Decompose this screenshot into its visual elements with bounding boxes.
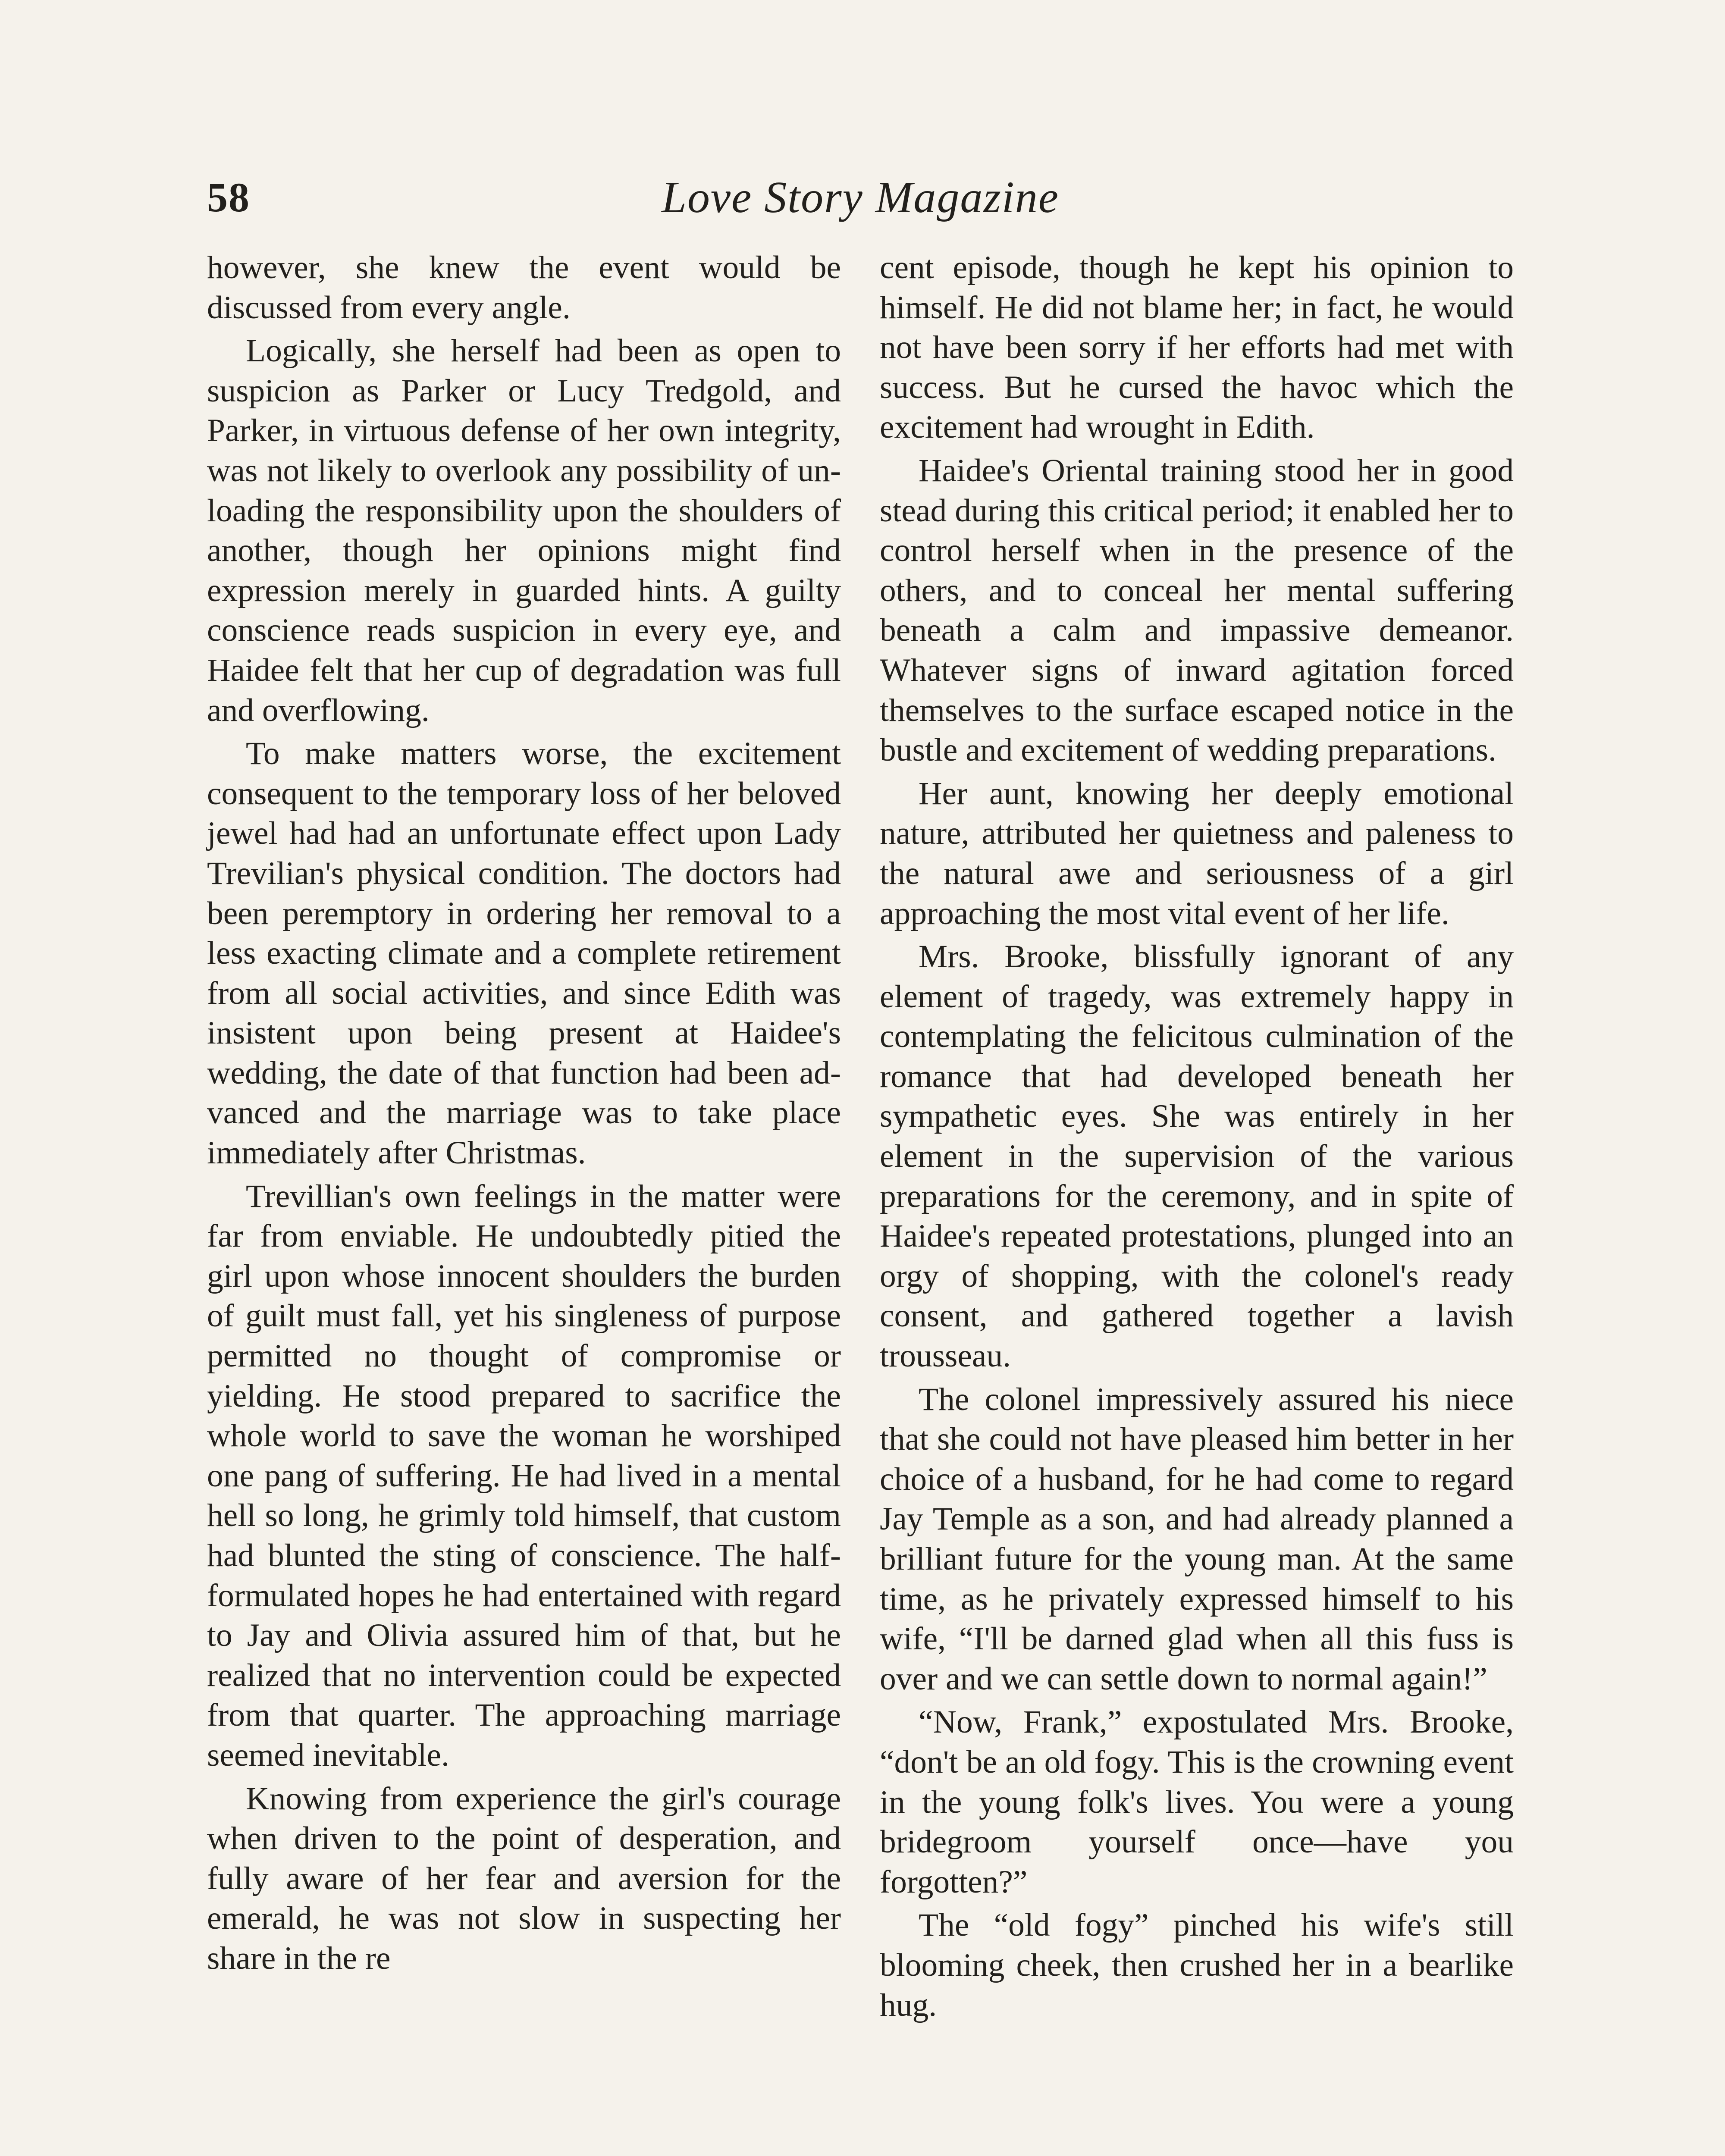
paragraph: The colonel impressively assured his niece that she could not have pleased him better in her choice of a husband, for he had come to regard Jay Temple as a son, and had already planned a brilliant future for the young man. At the same time, as he privately expressed himself to his wife, “I'll be darned glad when all this fuss is over and we can settle down to normal again!” bbox=[880, 1381, 1514, 1697]
paragraph: Her aunt, knowing her deeply emotional nature, attributed her quietness and paleness to the natural awe and seriousness of a girl approaching the most vital event of her life. bbox=[880, 775, 1514, 931]
paragraph: Haidee's Oriental training stood her in good stead during this critical period; it enabled her to control herself when in the presence of the others, and to conceal her mental suffering beneath a calm and impassive demeanor. Whatever signs of inward agitation forced themselves to the surface escaped notice in the bustle and excitement of wedding preparations. bbox=[880, 452, 1514, 768]
page-number: 58 bbox=[207, 174, 250, 220]
paragraph: Logically, she herself had been as open to suspicion as Parker or Lucy Tredgold, and Parker, in virtuous defense of her own integrity, was not likely to overlook any possibility of unloading the responsibility upon the shoulders of another, though her opinions might find expression merely in guarded hints. A guilty conscience reads suspicion in every eye, and Haidee felt that her cup of degradation was full and overflowing. bbox=[207, 333, 841, 728]
paragraph: “Now, Frank,” expostulated Mrs. Brooke, “don't be an old fogy. This is the crowning event in the young folk's lives. You were a young bridegroom yourself once—have you forgotten?” bbox=[880, 1704, 1514, 1900]
magazine-title: Love Story Magazine bbox=[662, 172, 1059, 222]
paragraph: however, she knew the event would be discussed from every angle. bbox=[207, 250, 841, 326]
left-column bbox=[207, 248, 841, 1979]
paragraph: The “old fogy” pinched his wife's still blooming cheek, then crushed her in a bearlike hug. bbox=[880, 1907, 1514, 2023]
paragraph: Mrs. Brooke, blissfully ignorant of any element of tragedy, was extremely happy in contemplating the felicitous culmination of the romance that had developed beneath her sympathetic eyes. She was entirely in her element in the supervision of the various preparations for the ceremony, and in spite of Haidee's repeated protestations, plunged into an orgy of shopping, with the colonel's ready consent, and gathered together a lavish trousseau. bbox=[880, 939, 1514, 1374]
page-header bbox=[207, 167, 1514, 228]
paragraph: Knowing from experience the girl's courage when driven to the point of desperation, and fully aware of her fear and aversion for the emerald, he was not slow in suspecting her share in the re bbox=[207, 1780, 841, 1976]
right-column bbox=[880, 248, 1514, 2025]
paragraph: cent episode, though he kept his opinion to himself. He did not blame her; in fact, he would not have been sorry if her efforts had met with success. But he cursed the havoc which the excitement had wrought in Edith. bbox=[880, 250, 1514, 445]
paragraph: Trevillian's own feelings in the matter were far from enviable. He undoubtedly pitied the girl upon whose innocent shoulders the burden of guilt must fall, yet his singleness of purpose permitted no thought of compromise or yielding. He stood prepared to sacrifice the whole world to save the woman he worshiped one pang of suffering. He had lived in a mental hell so long, he grimly told himself, that custom had blunted the sting of conscience. The half-formulated hopes he had entertained with regard to Jay and Olivia assured him of that, but he realized that no intervention could be expected from that quarter. The approaching marriage seemed inevitable. bbox=[207, 1178, 841, 1773]
paragraph: To make matters worse, the excitement consequent to the temporary loss of her beloved jewel had had an unfortunate effect upon Lady Trevilian's physical condition. The doctors had been peremptory in ordering her removal to a less exacting climate and a complete retirement from all social activities, and since Edith was insistent upon being present at Haidee's wedding, the date of that function had been advanced and the marriage was to take place immediately after Christmas. bbox=[207, 736, 841, 1171]
